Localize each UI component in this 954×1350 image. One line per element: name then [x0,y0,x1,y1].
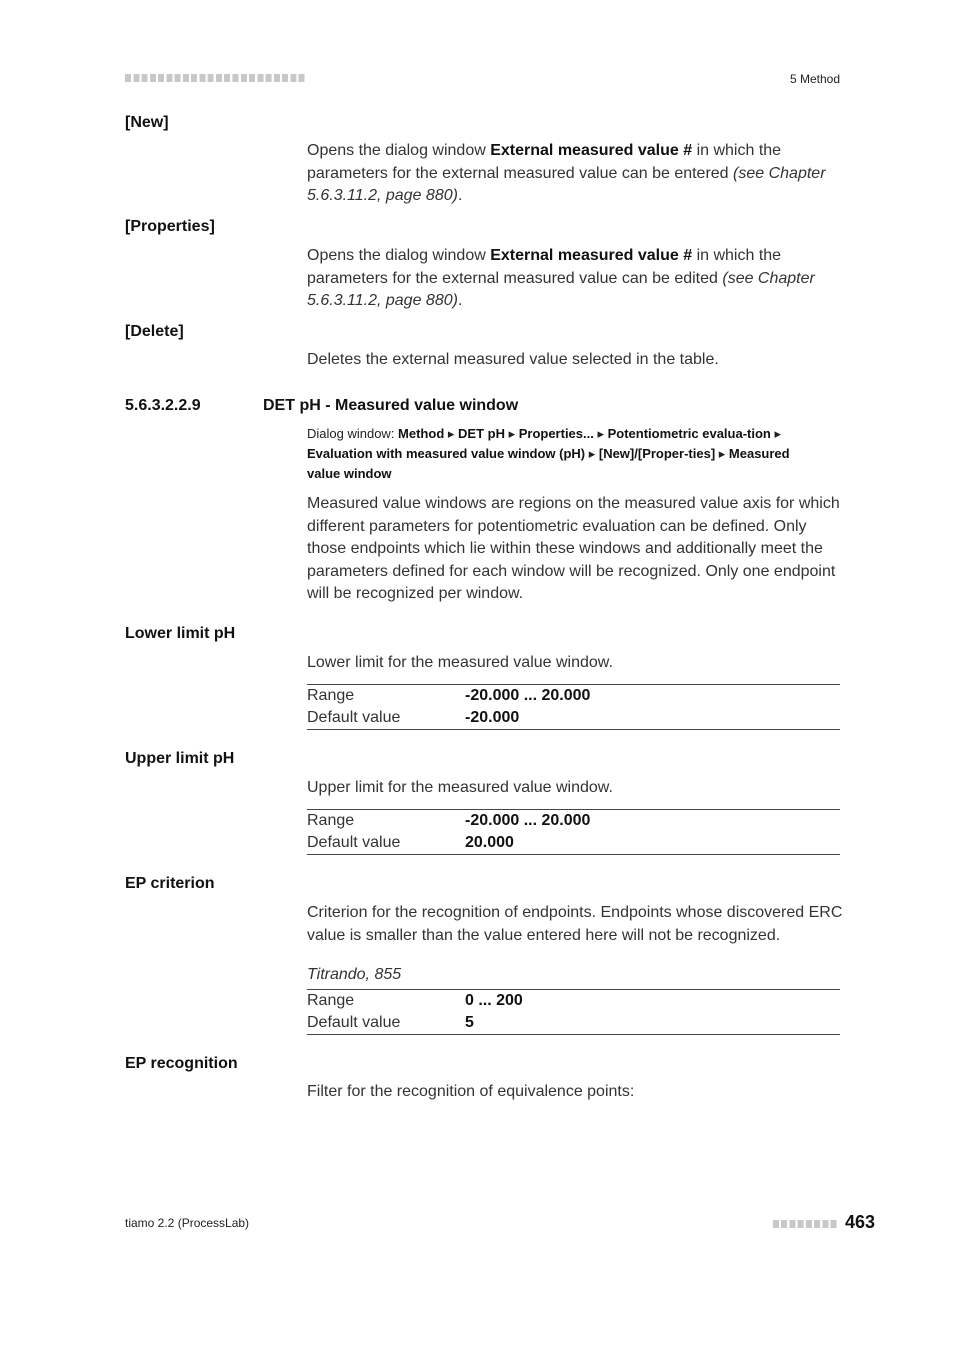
dialog-path: Dialog window: Method ▸ DET pH ▸ Properties... ▸ Potentiometric evalua-tion ▸ Evaluation with measured value window (pH) ▸ [New]/[Proper-ties] ▸ Measured value window [307,426,790,481]
footer-product: tiamo 2.2 (ProcessLab) [125,1216,250,1230]
table-row: Default value 5 [307,1014,474,1031]
desc-delete: Deletes the external measured value selected in the table. [307,351,719,368]
table-row: Range -20.000 ... 20.000 [307,687,591,704]
term-properties: [Properties] [125,218,215,235]
ep-criterion-table [307,989,840,1035]
table-row: Range 0 ... 200 [307,992,523,1009]
section-number: 5.6.3.2.2.9 [125,397,201,414]
section-title: DET pH - Measured value window [263,397,519,414]
term-ep-criterion: EP criterion [125,875,215,892]
term-upper-limit: Upper limit pH [125,750,235,767]
desc-new: Opens the dialog window External measured value # in which the parameters for the external measured value can be entered (see Chapter 5.6.3.11.2, page 880). [307,142,826,204]
desc-upper-limit: Upper limit for the measured value window. [307,779,613,796]
table-row: Default value -20.000 [307,709,520,726]
footer-decoration [773,1220,839,1228]
desc-properties: Opens the dialog window External measured value # in which the parameters for the external measured value can be edited (see Chapter 5.6.3.11.2, page 880). [307,247,815,309]
desc-ep-recognition: Filter for the recognition of equivalence points: [307,1083,635,1100]
term-ep-recognition: EP recognition [125,1055,238,1072]
chapter-header: 5 Method [789,72,840,86]
term-new: [New] [125,114,169,131]
term-lower-limit: Lower limit pH [125,625,236,642]
device-caption: Titrando, 855 [307,966,402,983]
section-intro: Measured value windows are regions on the measured value axis for which different parameters for potentiometric evaluation can be defined. Only those endpoints which lie within these windows and additionally meet the parameters defined for each window will be recognized. Only one endpoint will be recognized per window. [307,495,840,602]
upper-limit-table [307,809,840,855]
header-decoration [125,74,307,82]
table-row: Default value 20.000 [307,834,514,851]
lower-limit-table [307,684,840,730]
desc-lower-limit: Lower limit for the measured value window. [307,654,613,671]
table-row: Range -20.000 ... 20.000 [307,812,591,829]
term-delete: [Delete] [125,323,184,340]
desc-ep-criterion: Criterion for the recognition of endpoints. Endpoints whose discovered ERC value is smaller than the value entered here will not be recognized. [307,904,843,944]
page-number: 463 [845,1212,876,1232]
